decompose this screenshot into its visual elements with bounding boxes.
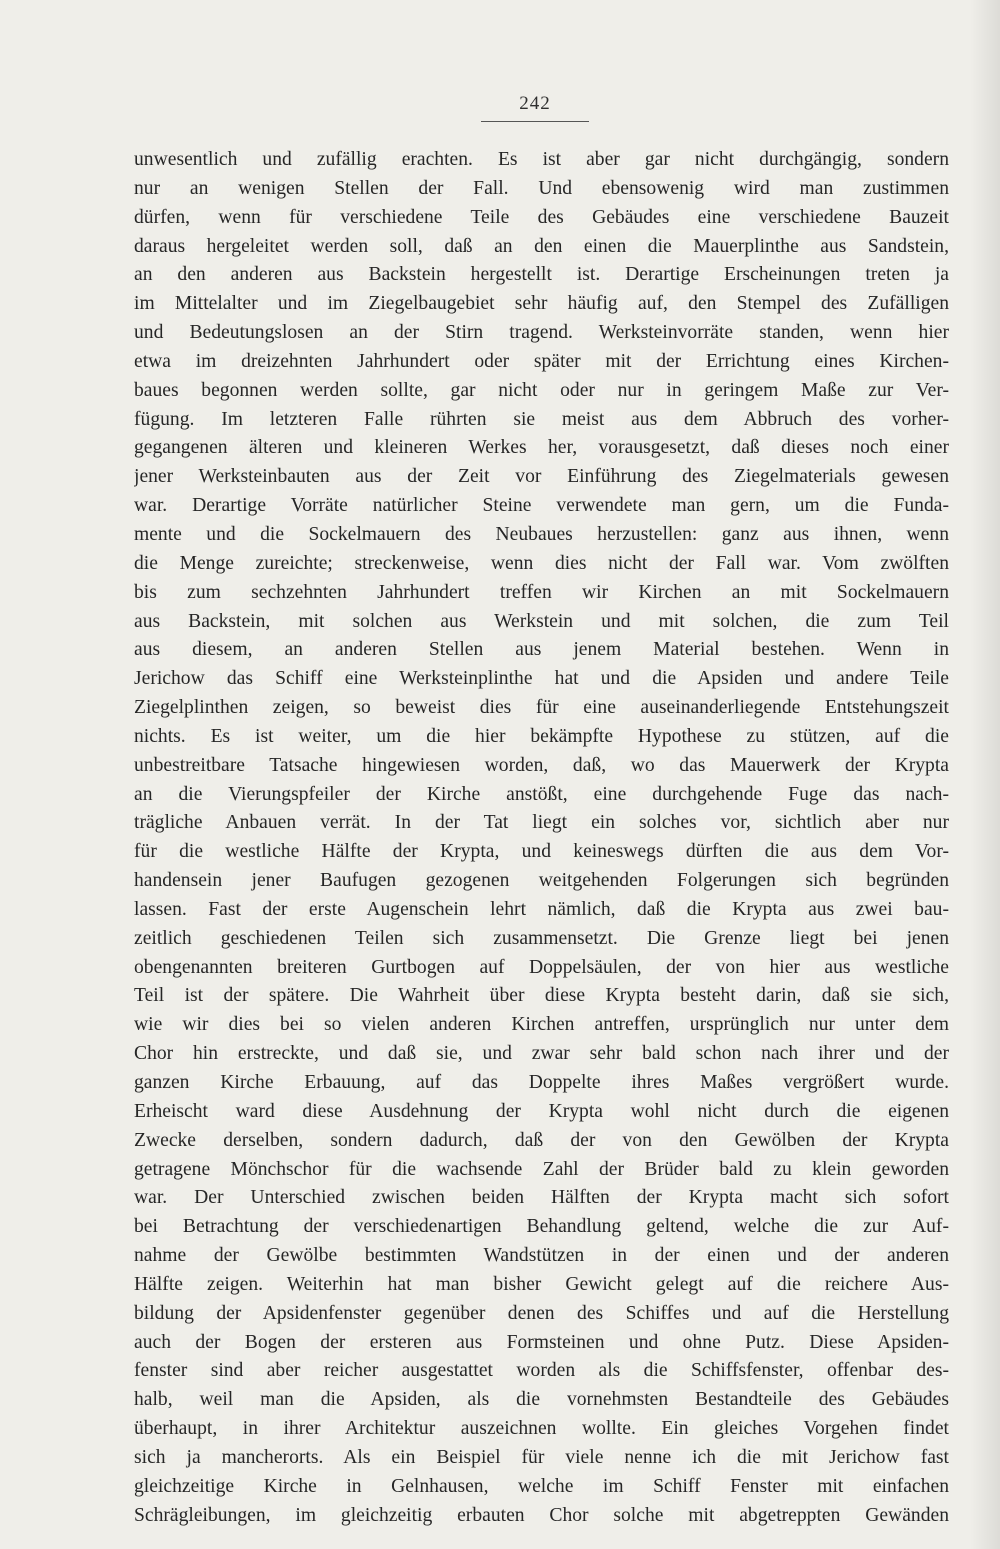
text-line: Schrägleibungen, im gleichzeitig erbauten Chor solche mit abgetreppten Gewänden (134, 1504, 949, 1526)
text-line: getragene Mönchschor für die wachsende Zahl der Brüder bald zu klein geworden (134, 1158, 949, 1180)
text-line: Ziegelplinthen zeigen, so beweist dies für eine auseinanderliegende Entstehungszeit (134, 697, 949, 719)
text-line: bis zum sechzehnten Jahrhundert treffen wir Kirchen an mit Sockelmauern (134, 581, 949, 603)
text-line: Jerichow das Schiff eine Werksteinplinthe hat und die Apsiden und andere Teile (134, 668, 949, 690)
text-line: Zwecke derselben, sondern dadurch, daß der von den Gewölben der Krypta (134, 1129, 949, 1151)
text-line: überhaupt, in ihrer Architektur auszeichnen wollte. Ein gleiches Vorgehen findet (134, 1418, 949, 1440)
text-line: ganzen Kirche Erbauung, auf das Doppelte ihres Maßes vergrößert wurde. (134, 1072, 949, 1093)
text-line: die Menge zureichte; streckenweise, wenn dies nicht der Fall war. Vom zwölften (134, 552, 949, 574)
text-line: gleichzeitige Kirche in Gelnhausen, welche im Schiff Fenster mit einfachen (134, 1475, 949, 1497)
text-line: handensein jener Baufugen gezogenen weitgehenden Folgerungen sich begründen (134, 870, 949, 892)
text-line: war. Derartige Vorräte natürlicher Steine verwendete man gern, um die Funda- (134, 495, 949, 517)
text-line: auch der Bogen der ersteren aus Formsteinen und ohne Putz. Diese Apsiden- (134, 1331, 949, 1353)
text-line: jener Werksteinbauten aus der Zeit vor Einführung des Ziegelmaterials gewesen (134, 466, 949, 488)
text-line: fügung. Im letzteren Falle rührten sie meist aus dem Abbruch des vorher- (134, 408, 949, 430)
text-line: Teil ist der spätere. Die Wahrheit über diese Krypta besteht darin, daß sie sich, (134, 985, 949, 1007)
text-line: wie wir dies bei so vielen anderen Kirchen antreffen, ursprünglich nur unter dem (134, 1014, 949, 1036)
text-line: dürfen, wenn für verschiedene Teile des Gebäudes eine verschiedene Bauzeit (134, 206, 949, 228)
text-line: aus Backstein, mit solchen aus Werkstein und mit solchen, die zum Teil (134, 610, 949, 632)
text-line: etwa im dreizehnten Jahrhundert oder später mit der Errichtung eines Kirchen- (134, 350, 949, 372)
text-line: war. Der Unterschied zwischen beiden Hälften der Krypta macht sich sofort (134, 1187, 949, 1209)
text-line: mente und die Sockelmauern des Neubaues herzustellen: ganz aus ihnen, wenn (134, 523, 949, 545)
text-line: Hälfte zeigen. Weiterhin hat man bisher Gewicht gelegt auf die reichere Aus- (134, 1273, 949, 1295)
text-line: Chor hin erstreckte, und daß sie, und zwar sehr bald schon nach ihrer und der (134, 1043, 949, 1065)
text-line: für die westliche Hälfte der Krypta, und keineswegs dürften die aus dem Vor- (134, 841, 949, 863)
text-line: trägliche Anbauen verrät. In der Tat liegt ein solches vor, sichtlich aber nur (134, 812, 949, 834)
text-line: baues begonnen werden sollte, gar nicht oder nur in geringem Maße zur Ver- (134, 379, 949, 401)
text-line: halb, weil man die Apsiden, als die vornehmsten Bestandteile des Gebäudes (134, 1389, 949, 1411)
text-line: unbestreitbare Tatsache hingewiesen worden, daß, wo das Mauerwerk der Krypta (134, 754, 949, 776)
text-line: unwesentlich und zufällig erachten. Es ist aber gar nicht durchgängig, sondern (134, 149, 949, 170)
text-line: gegangenen älteren und kleineren Werkes her, vorausgesetzt, daß dieses noch einer (134, 437, 949, 459)
text-line: nur an wenigen Stellen der Fall. Und ebensowenig wird man zustimmen (134, 177, 949, 199)
text-line: sich ja mancherorts. Als ein Beispiel für viele nenne ich die mit Jerichow fast (134, 1446, 949, 1468)
text-line: an die Vierungspfeiler der Kirche anstößt, eine durchgehende Fuge das nach- (134, 783, 949, 805)
page-number: 242 (519, 93, 551, 114)
text-line: nichts. Es ist weiter, um die hier bekämpfte Hypothese zu stützen, auf die (134, 725, 949, 747)
text-line: bei Betrachtung der verschiedenartigen Behandlung geltend, welche die zur Auf- (134, 1216, 949, 1238)
text-line: fenster sind aber reicher ausgestattet worden als die Schiffsfenster, offenbar des- (134, 1360, 949, 1382)
text-line: aus diesem, an anderen Stellen aus jenem Material bestehen. Wenn in (134, 639, 949, 661)
text-line: lassen. Fast der erste Augenschein lehrt nämlich, daß die Krypta aus zwei bau- (134, 898, 949, 920)
body-text (134, 146, 949, 1531)
text-line: zeitlich geschiedenen Teilen sich zusammensetzt. Die Grenze liegt bei jenen (134, 927, 949, 949)
text-line: obengenannten breiteren Gurtbogen auf Doppelsäulen, der von hier aus westliche (134, 956, 949, 978)
text-line: daraus hergeleitet werden soll, daß an den einen die Mauerplinthe aus Sandstein, (134, 235, 949, 257)
page-number-rule (481, 121, 589, 122)
text-line: bildung der Apsidenfenster gegenüber denen des Schiffes und auf die Herstellung (134, 1302, 949, 1324)
page-gutter-shadow (970, 0, 1000, 1549)
text-line: im Mittelalter und im Ziegelbaugebiet sehr häufig auf, den Stempel des Zufälligen (134, 293, 949, 315)
text-line: nahme der Gewölbe bestimmten Wandstützen in der einen und der anderen (134, 1245, 949, 1267)
text-line: und Bedeutungslosen an der Stirn tragend. Werksteinvorräte standen, wenn hier (134, 322, 949, 344)
text-line: Erheischt ward diese Ausdehnung der Krypta wohl nicht durch die eigenen (134, 1100, 949, 1122)
text-line: an den anderen aus Backstein hergestellt ist. Derartige Erscheinungen treten ja (134, 264, 949, 286)
